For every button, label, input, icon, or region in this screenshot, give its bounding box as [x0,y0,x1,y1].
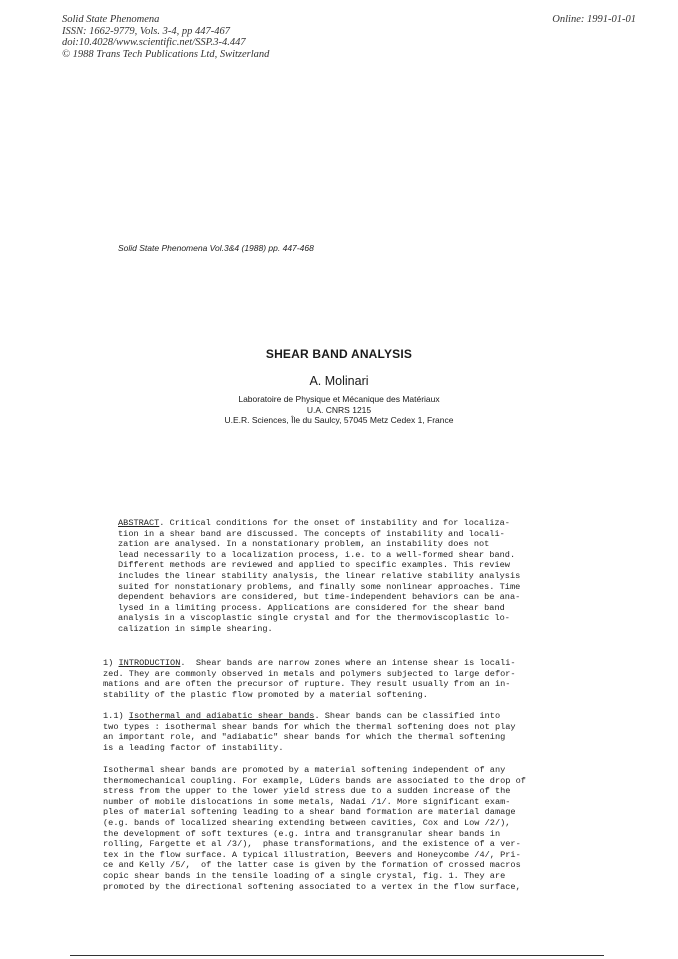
section-line: is a leading factor of instability. [103,742,284,753]
abstract-line: includes the linear stability analysis, the linear relative stability analysis [118,570,521,581]
paragraph-line: stress from the upper to the lower yield stress due to a sudden increase of the [103,786,511,797]
doi-line[interactable]: doi:10.4028/www.scientific.net/SSP.3-4.447 [62,37,246,48]
abstract-line: calization in simple shearing. [118,623,273,634]
abstract-line: zation are analysed. In a nonstationary problem, an instability does not [118,539,490,550]
paragraph-line: ce and Kelly /5/, of the latter case is given by the formation of crossed macros [103,860,521,871]
section-shear-bands [103,711,603,753]
abstract-heading: ABSTRACT [118,518,160,528]
section-introduction [103,658,603,700]
paragraph-line: ples of material softening leading to a shear band formation are material damage [103,807,516,818]
paragraph-line: Isothermal shear bands are promoted by a material softening independent of any [103,765,506,775]
section-first-line [103,711,603,722]
abstract-text: . Critical conditions for the onset of instability and for localiza- [159,518,510,528]
online-date: Online: 1991-01-01 [552,14,636,25]
author-name: A. Molinari [309,374,369,388]
paper-title: SHEAR BAND ANALYSIS [265,347,413,361]
section-line: stability of the plastic flow promoted by a material softening. [103,689,428,700]
section-text: . Shear bands can be classified into [314,711,501,721]
section-line: an important role, and "adiabatic" shear bands for which the thermal softening [103,732,506,743]
affiliation-line: Laboratoire de Physique et Mécanique des Matériaux [238,394,440,404]
paragraph-line: number of mobile dislocations in some metals, Nadai /1/. More significant exam- [103,796,511,807]
paragraph-line: (e.g. bands of localized shearing extending between cavities, Cox and Low /2/), [103,817,511,828]
paragraph-line: rolling, Fargette et al /3/), phase transformations, and the existence of a ver- [103,839,521,850]
affiliation-line: U.A. CNRS 1215 [306,404,372,415]
abstract-line: lysed in a limiting process. Applications are considered for the shear band [118,602,505,613]
copyright-line: © 1988 Trans Tech Publications Ltd, Switzerland [62,48,270,60]
paragraph-line: copic shear bands in the tensile loading of a single crystal, fig. 1. They are [103,870,506,881]
abstract-line: dependent behaviors are considered, but time-independent behaviors can be ana- [118,592,521,603]
paragraph-line: the development of soft textures (e.g. intra and transgranular shear bands in [103,828,501,839]
section-line: two types : isothermal shear bands for which the thermal softening does not play [103,721,516,732]
paragraph-line: promoted by the directional softening associated to a vertex in the flow surface, [103,881,521,892]
abstract-line: analysis in a viscoplastic single crystal and for the thermoviscoplastic lo- [118,613,510,624]
paragraph-line: thermomechanical coupling. For example, Lüders bands are associated to the drop of [103,775,526,786]
affiliation-line: U.E.R. Sciences, Île du Saulcy, 57045 Metz Cedex 1, France [224,415,454,425]
paragraph-isothermal [103,765,603,892]
journal-citation: Solid State Phenomena Vol.3&4 (1988) pp. 447-468 [118,243,314,253]
abstract-line: tion in a shear band are discussed. The concepts of instability and locali- [118,528,505,539]
section-line: mations and are often the precursor of rupture. They result usually from an in- [103,679,511,690]
issn-line: ISSN: 1662-9779, Vols. 3-4, pp 447-467 [62,25,230,37]
abstract-line: Different methods are reviewed and applied to specific examples. This review [118,560,510,571]
section-number: 1) [103,658,119,668]
paragraph-line: tex in the flow surface. A typical illustration, Beevers and Honeycombe /4/, Pri- [103,849,521,860]
publication-header [62,14,269,60]
journal-name: Solid State Phenomena [62,14,160,25]
abstract-first-line [118,518,588,529]
page-bottom-rule [70,955,604,956]
section-number: 1.1) [103,711,129,721]
affiliation [0,394,678,426]
abstract [118,518,588,635]
section-line: zed. They are commonly observed in metals and polymers subjected to large defor- [103,668,516,679]
section-heading: INTRODUCTION [118,658,181,668]
section-first-line [103,658,603,669]
abstract-line: suited for nonstationary problems, and finally some nonlinear approaches. Time [118,581,521,592]
abstract-line: lead necessarily to a localization process, i.e. to a well-formed shear band. [118,549,516,560]
section-heading: Isothermal and adiabatic shear bands [128,711,315,721]
section-text: . Shear bands are narrow zones where an intense shear is locali- [180,658,516,668]
